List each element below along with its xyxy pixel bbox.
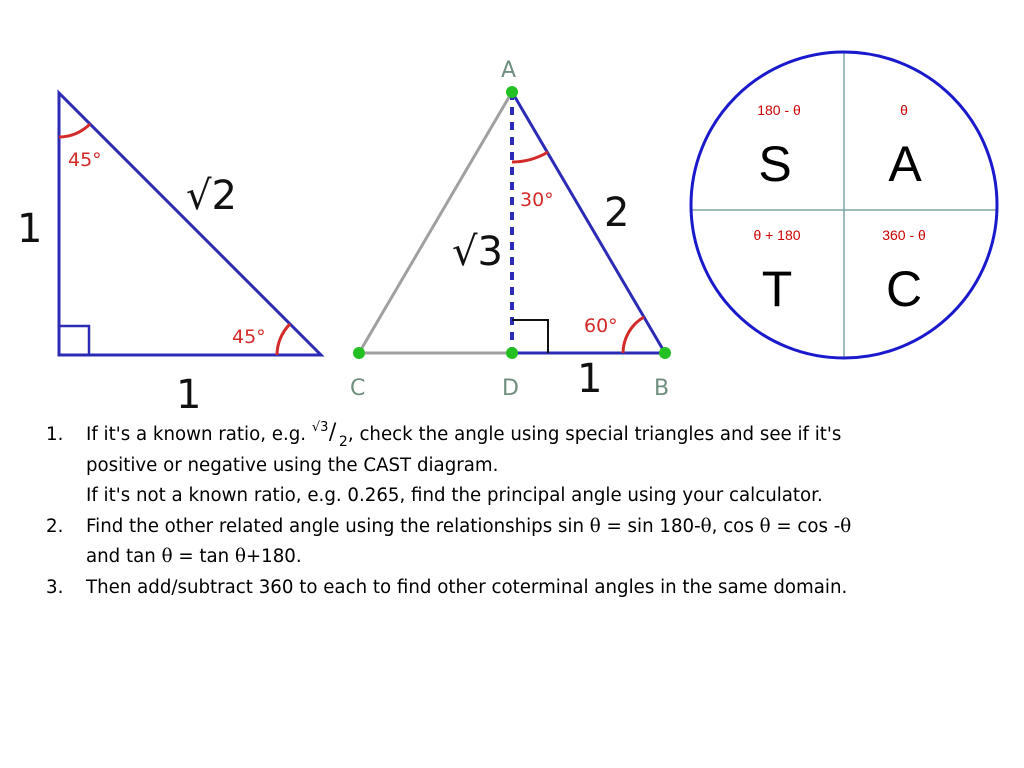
angle-arc-top (59, 124, 90, 137)
step-2-text-e: and tan (86, 546, 162, 567)
step-number: 2. (46, 515, 64, 537)
theta-symbol: θ (840, 515, 852, 537)
cast-diagram (690, 52, 998, 359)
triangle-30-60-90 (350, 58, 671, 402)
step-1-text-d: If it's not a known ratio, e.g. 0.265, find the principal angle using your calculator. (86, 485, 823, 506)
step-1-text-b: , check the angle using special triangles and see if it's (347, 424, 842, 445)
angle-label-30: 30° (520, 189, 554, 211)
point-c (353, 347, 365, 359)
triangle-45-outline (59, 93, 321, 355)
fraction-denominator: 2 (338, 433, 348, 450)
point-b (659, 347, 671, 359)
angle-arc-60 (623, 317, 644, 353)
step-2-text-b: = sin 180- (600, 515, 701, 537)
angle-label-60: 60° (584, 315, 618, 337)
cast-letter-c: C (885, 261, 923, 317)
side-label-left: 1 (17, 206, 43, 252)
step-number: 3. (46, 576, 64, 598)
step-3 (44, 573, 1004, 604)
step-1 (44, 420, 1004, 512)
step-2-text-d: = cos - (770, 515, 841, 537)
step-2-text-c: , cos (711, 515, 760, 537)
step-2 (44, 512, 1004, 573)
cast-letter-s: S (758, 136, 792, 192)
step-3-text: Then add/subtract 360 to each to find other coterminal angles in the same domain. (86, 576, 848, 598)
step-2-text-f: = tan (172, 546, 235, 567)
cast-letter-t: T (761, 261, 793, 317)
step-1-text-a: If it's a known ratio, e.g. (86, 424, 312, 445)
side-label-root3: √3 (452, 229, 503, 275)
fraction-root3-over-2 (311, 419, 348, 450)
step-2-text-a: Find the other related angle using the relationships sin (86, 515, 590, 537)
side-label-1: 1 (577, 356, 603, 402)
theta-symbol: θ (234, 546, 246, 567)
step-2-text-g: +180. (245, 546, 302, 567)
theta-symbol: θ (161, 546, 173, 567)
right-angle-marker-d (512, 320, 548, 353)
theta-symbol: θ (700, 515, 712, 537)
triangle-45-45-90 (17, 93, 321, 418)
cast-formula-s: 180 - θ (757, 102, 801, 118)
right-angle-marker (59, 326, 89, 355)
theta-symbol: θ (759, 515, 771, 537)
fraction-slash: / (328, 419, 337, 445)
step-1-text-c: positive or negative using the CAST diagram. (86, 454, 499, 476)
point-a (506, 86, 518, 98)
fraction-numerator: √3 (311, 419, 329, 435)
vertex-label-a: A (501, 58, 517, 83)
angle-label-top: 45° (68, 149, 102, 171)
side-ab (512, 92, 665, 353)
side-label-bottom: 1 (176, 372, 202, 418)
side-ac (359, 92, 512, 353)
cast-formula-a: θ (900, 102, 908, 118)
hypotenuse-label: √2 (186, 173, 237, 219)
angle-arc-30 (512, 152, 548, 162)
angle-label-right: 45° (232, 326, 266, 348)
vertex-label-c: C (350, 376, 366, 401)
cast-formula-t: θ + 180 (753, 227, 801, 243)
vertex-label-d: D (502, 376, 519, 401)
cast-formula-c: 360 - θ (882, 227, 926, 243)
steps-list (44, 420, 1004, 603)
side-label-2: 2 (604, 190, 630, 236)
angle-arc-right (277, 324, 290, 355)
theta-symbol: θ (589, 515, 601, 537)
point-d (506, 347, 518, 359)
vertex-label-b: B (654, 376, 670, 401)
step-number: 1. (46, 424, 64, 445)
cast-letter-a: A (888, 136, 922, 192)
